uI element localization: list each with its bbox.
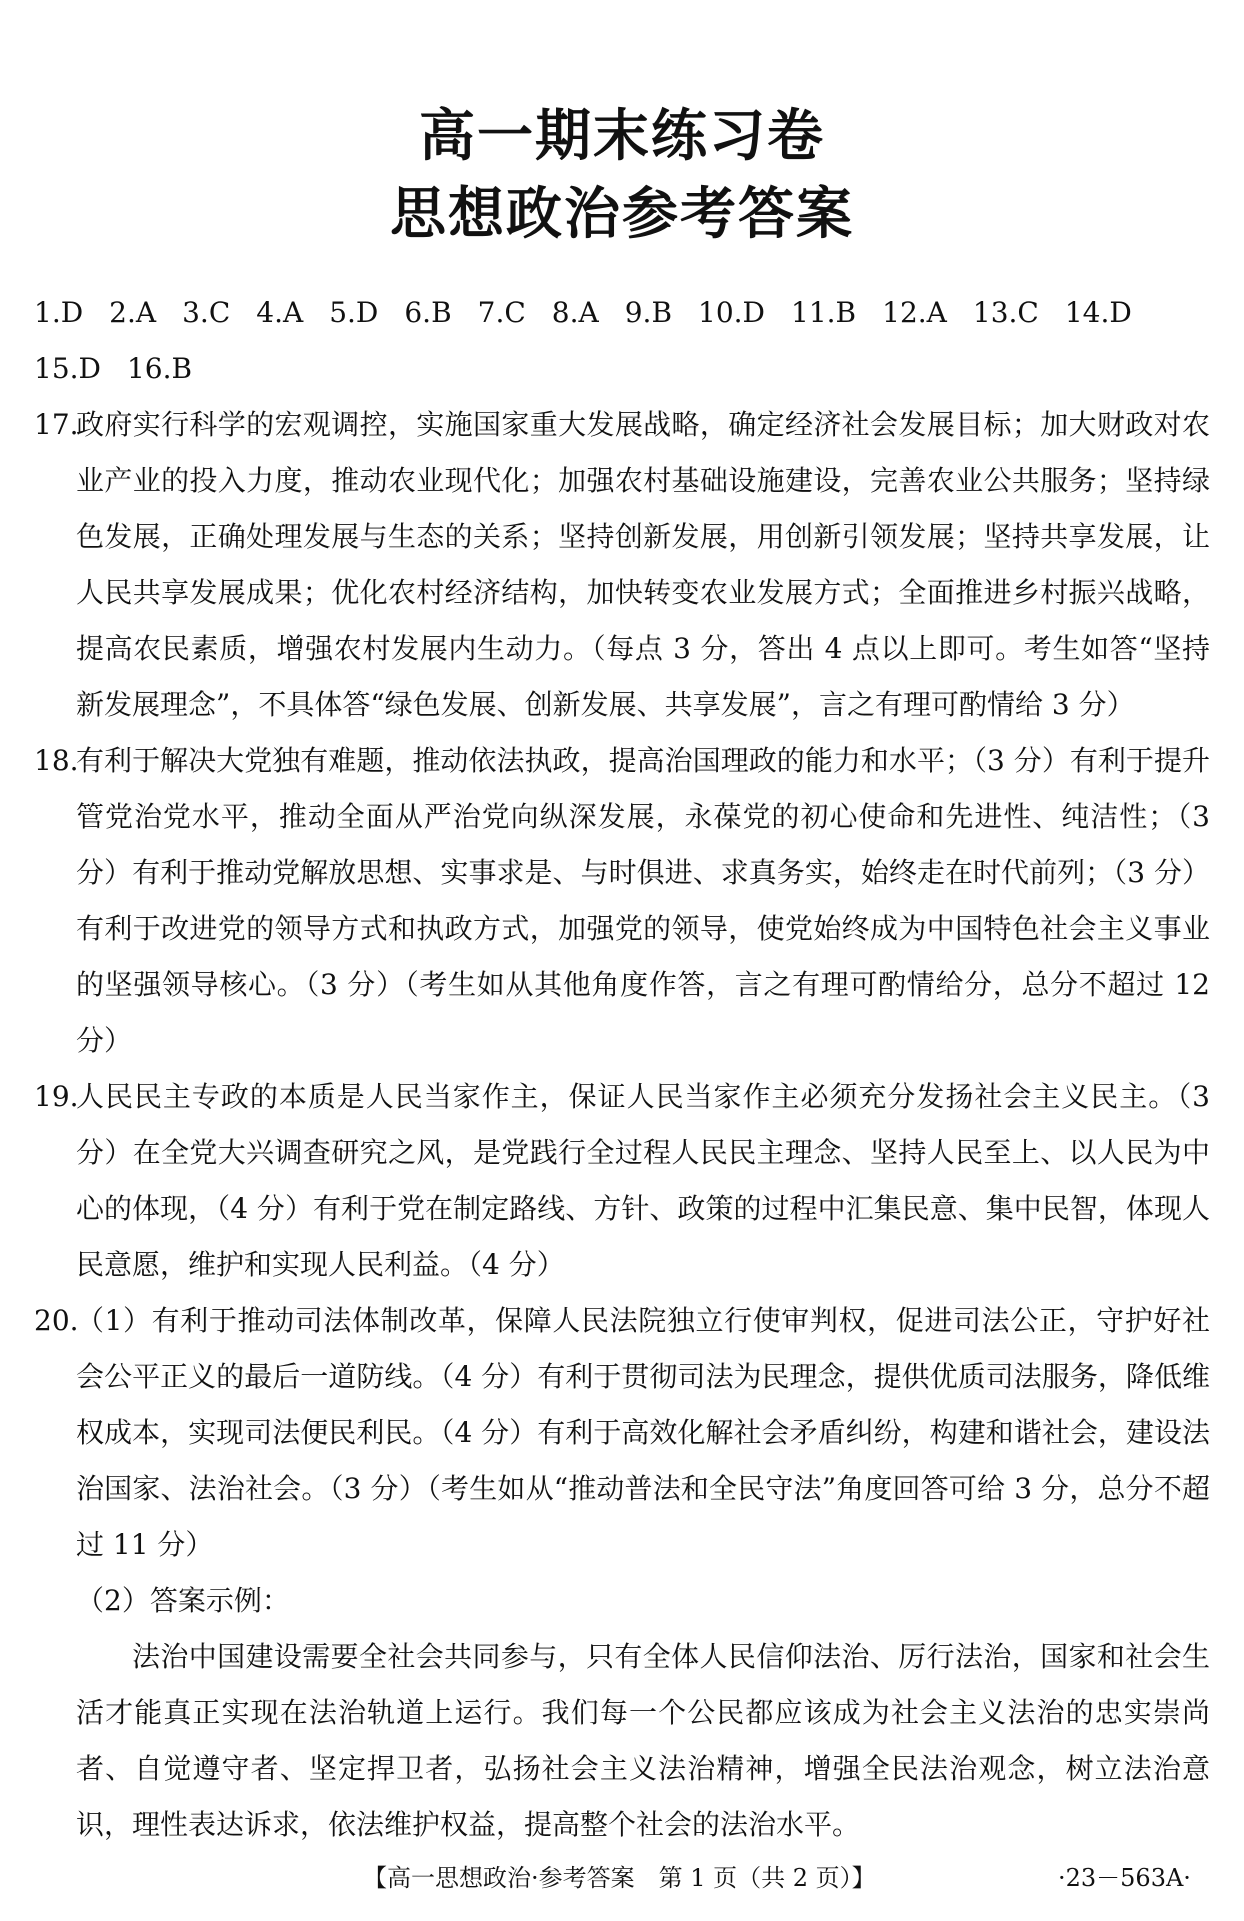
question-number: 17. bbox=[34, 408, 79, 441]
choice-answer: 5.D bbox=[329, 296, 379, 329]
choice-answer: 7.C bbox=[477, 296, 526, 329]
answer-text: 有利于解决大党独有难题，推动依法执政，提高治国理政的能力和水平；（3 分）有利于提升管党治党水平，推动全面从严治党向纵深发展，永葆党的初心使命和先进性、纯洁性；（3 分）有利于推动党解放思想、实事求是、与时俱进、求真务实，始终走在时代前列；（3 分）有利于改进党的领导方式和执政方式，加强党的领导，使党始终成为中国特色社会主义事业的坚强领导核心。（3 分）（考生如从其他角度作答，言之有理可酌情给分，总分不超过 12 分） bbox=[76, 744, 1210, 1057]
choice-answer: 2.A bbox=[109, 296, 157, 329]
choice-answer: 10.D bbox=[698, 296, 766, 329]
question-number: 20. bbox=[34, 1304, 79, 1337]
choice-answer: 14.D bbox=[1064, 296, 1132, 329]
question-20 bbox=[34, 1293, 1210, 1853]
choice-answer: 16.B bbox=[126, 352, 193, 385]
question-18 bbox=[34, 733, 1210, 1069]
answer-text: 人民民主专政的本质是人民当家作主，保证人民当家作主必须充分发扬社会主义民主。（3 分）在全党大兴调查研究之风，是党践行全过程人民民主理念、坚持人民至上、以人民为中心的体现，（4 分）有利于党在制定路线、方针、政策的过程中汇集民意、集中民智，体现人民意愿，维护和实现人民利益。（4 分） bbox=[76, 1080, 1210, 1281]
answer-text: 政府实行科学的宏观调控，实施国家重大发展战略，确定经济社会发展目标；加大财政对农业产业的投入力度，推动农业现代化；加强农村基础设施建设，完善农业公共服务；坚持绿色发展，正确处理发展与生态的关系；坚持创新发展，用创新引领发展；坚持共享发展，让人民共享发展成果；优化农村经济结构，加快转变农业发展方式；全面推进乡村振兴战略，提高农民素质，增强农村发展内生动力。（每点 3 分，答出 4 点以上即可。考生如答“坚持新发展理念”，不具体答“绿色发展、创新发展、共享发展”，言之有理可酌情给 3 分） bbox=[76, 408, 1210, 721]
question-17 bbox=[34, 397, 1210, 733]
choice-answer: 6.B bbox=[404, 296, 452, 329]
choice-answer: 1.D bbox=[34, 296, 84, 329]
answer-part2-label: （2）答案示例： bbox=[76, 1584, 290, 1617]
choice-answer: 15.D bbox=[34, 352, 101, 385]
choice-answer: 9.B bbox=[624, 296, 673, 329]
footer-page-info: 【高一思想政治·参考答案 第 1 页（共 2 页）】 bbox=[363, 1864, 876, 1892]
question-number: 19. bbox=[34, 1080, 79, 1113]
page-title-line2: 思想政治参考答案 bbox=[390, 182, 854, 247]
choice-answers-row2 bbox=[34, 341, 1210, 397]
answer-content bbox=[34, 285, 1210, 1853]
choice-answer: 13.C bbox=[972, 296, 1039, 329]
question-number: 18. bbox=[34, 744, 79, 777]
choice-answer: 8.A bbox=[551, 296, 599, 329]
choice-answer: 4.A bbox=[256, 296, 304, 329]
choice-answer: 11.B bbox=[791, 296, 857, 329]
page-title-line1: 高一期末练习卷 bbox=[419, 104, 825, 169]
answer-part1: （1）有利于推动司法体制改革，保障人民法院独立行使审判权，促进司法公正，守护好社会公平正义的最后一道防线。（4 分）有利于贯彻司法为民理念，提供优质司法服务，降低维权成本，实现司法便民利民。（4 分）有利于高效化解社会矛盾纠纷，构建和谐社会，建设法治国家、法治社会。（3 分）（考生如从“推动普法和全民守法”角度回答可给 3 分，总分不超过 11 分） bbox=[76, 1304, 1210, 1561]
footer-code: ·23－563A· bbox=[1058, 1864, 1191, 1892]
answer-part2-text: 法治中国建设需要全社会共同参与，只有全体人民信仰法治、厉行法治，国家和社会生活才能真正实现在法治轨道上运行。我们每一个公民都应该成为社会主义法治的忠实崇尚者、自觉遵守者、坚定捍卫者，弘扬社会主义法治精神，增强全民法治观念，树立法治意识，理性表达诉求，依法维护权益，提高整个社会的法治水平。 bbox=[76, 1640, 1210, 1841]
choice-answers-row1 bbox=[34, 285, 1210, 341]
question-19 bbox=[34, 1069, 1210, 1293]
choice-answer: 3.C bbox=[182, 296, 231, 329]
choice-answer: 12.A bbox=[882, 296, 947, 329]
